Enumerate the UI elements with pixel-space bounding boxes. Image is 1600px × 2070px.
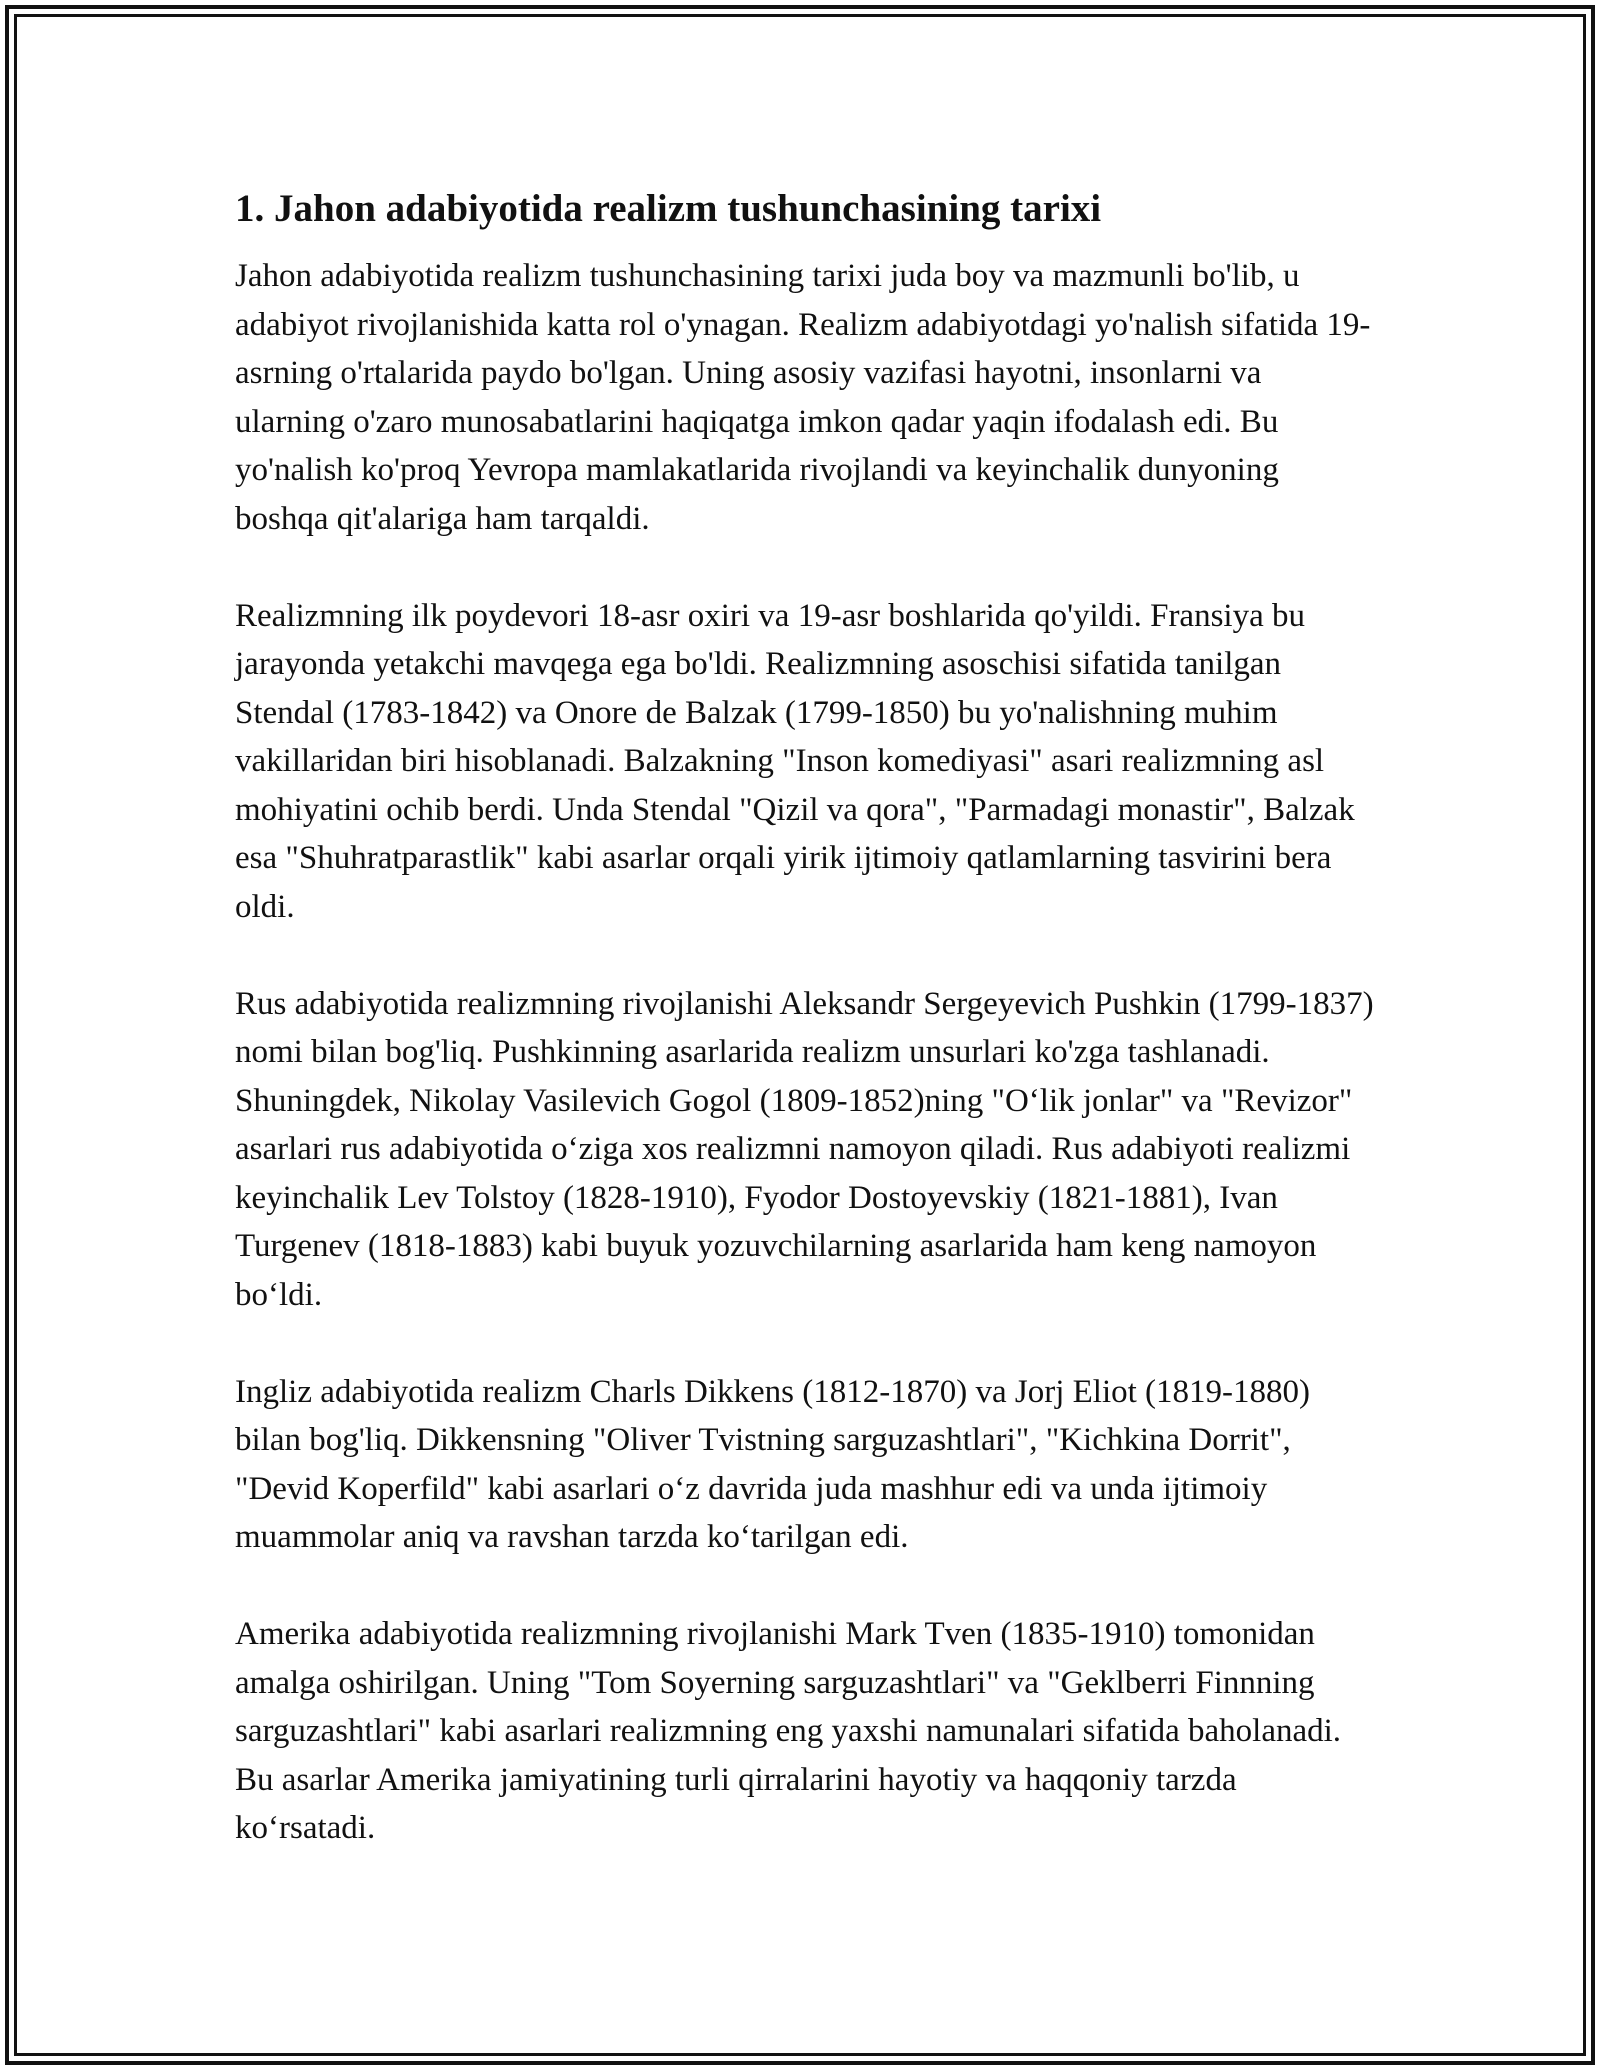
paragraph-france: Realizmning ilk poydevori 18-asr oxiri va 19-asr boshlarida qo'yildi. Fransiya bu jarayonda yetakchi mavqega ega bo'ldi. Realizmning asoschisi sifatida tanilgan Stendal (1783-1842) va Onore de Balzak (1799-1850) bu yo'nalishning muhim vakillaridan biri hisoblanadi. Balzakning "Inson komediyasi" asari realizmning asl mohiyatini ochib berdi. Unda Stendal "Qizil va qora", "Parmadagi monastir", Balzak esa "Shuhratparastlik" kabi asarlar orqali yirik ijtimoiy qatlamlarning tasvirini bera oldi. bbox=[235, 597, 1355, 925]
paragraph-america: Amerika adabiyotida realizmning rivojlanishi Mark Tven (1835-1910) tomonidan amalga oshirilgan. Uning "Tom Soyerning sarguzashtlari" va "Geklberri Finnning sarguzashtlari" kabi asarlari realizmning eng yaxshi namunalari sifatida baholanadi. Bu asarlar Amerika jamiyatining turli qirralarini hayotiy va haqqoniy tarzda ko‘rsatadi. bbox=[235, 1616, 1342, 1846]
document-body bbox=[235, 184, 1375, 1901]
section-title: 1. Jahon adabiyotida realizm tushunchasining tarixi bbox=[235, 187, 1102, 230]
paragraph-russia: Rus adabiyotida realizmning rivojlanishi Aleksandr Sergeyevich Pushkin (1799-1837) nomi bilan bog'liq. Pushkinning asarlarida realizm unsurlari ko'zga tashlanadi. Shuningdek, Nikolay Vasilevich Gogol (1809-1852)ning "O‘lik jonlar" va "Revizor" asarlari rus adabiyotida o‘ziga xos realizmni namoyon qiladi. Rus adabiyoti realizmi keyinchalik Lev Tolstoy (1828-1910), Fyodor Dostoyevskiy (1821-1881), Ivan Turgenev (1818-1883) kabi buyuk yozuvchilarning asarlarida ham keng namoyon bo‘ldi. bbox=[235, 985, 1374, 1313]
paragraph-england: Ingliz adabiyotida realizm Charls Dikkens (1812-1870) va Jorj Eliot (1819-1880) bilan bog'liq. Dikkensning "Oliver Tvistning sarguzashtlari", "Kichkina Dorrit", "Devid Koperfild" kabi asarlari o‘z davrida juda mashhur edi va unda ijtimoiy muammolar aniq va ravshan tarzda ko‘tarilgan edi. bbox=[235, 1373, 1310, 1555]
paragraph-intro: Jahon adabiyotida realizm tushunchasining tarixi juda boy va mazmunli bo'lib, u adabiyot rivojlanishida katta rol o'ynagan. Realizm adabiyotdagi yo'nalish sifatida 19-asrning o'rtalarida paydo bo'lgan. Uning asosiy vazifasi hayotni, insonlarni va ularning o'zaro munosabatlarini haqiqatga imkon qadar yaqin ifodalash edi. Bu yo'nalish ko'proq Yevropa mamlakatlarida rivojlandi va keyinchalik dunyoning boshqa qit'alariga ham tarqaldi. bbox=[235, 258, 1371, 537]
